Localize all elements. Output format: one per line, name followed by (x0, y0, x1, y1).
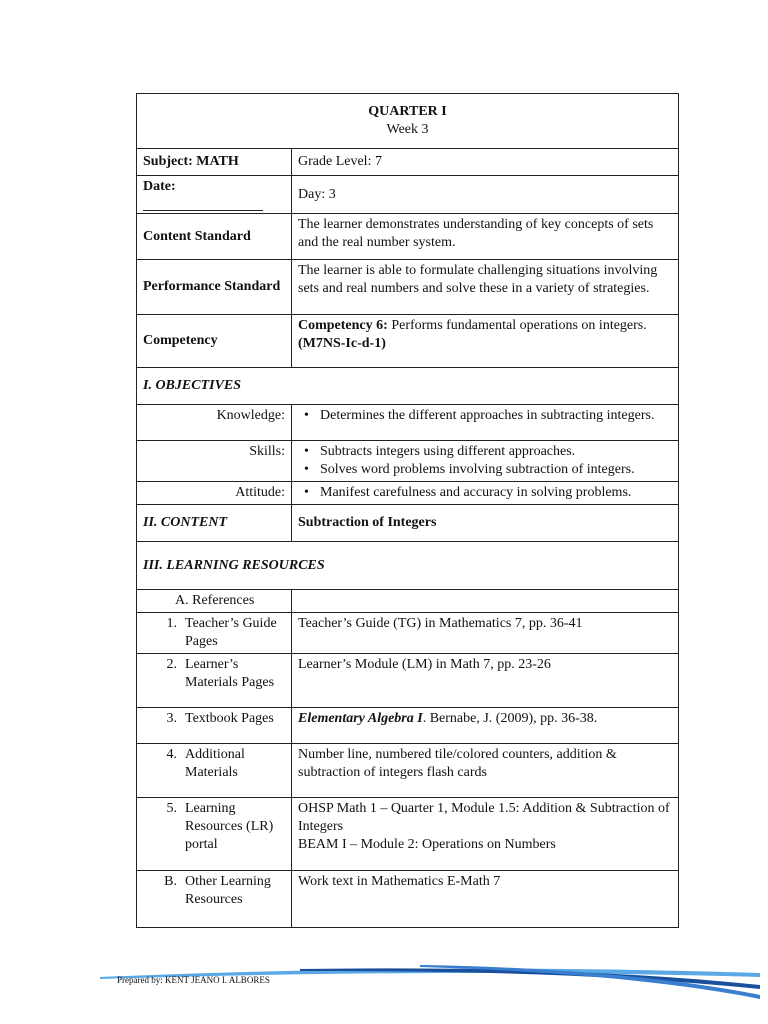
attitude-cell (292, 482, 679, 505)
ref-learners-materials-value: Learner’s Module (LM) in Math 7, pp. 23-26 (292, 654, 679, 708)
performance-standard-label: Performance Standard (137, 260, 292, 315)
bullet-icon: • (304, 485, 309, 500)
competency-prefix: Competency 6: (298, 318, 388, 333)
quarter-title: QUARTER I (368, 104, 447, 119)
date-blank-line (143, 196, 263, 211)
prepared-by: Prepared by: KENT JEANO I. ALBORES (117, 975, 270, 985)
ref-teachers-guide-label: 1. Teacher’s Guide Pages (137, 613, 292, 654)
skills-item: • Subtracts integers using different approaches. (304, 444, 576, 459)
attitude-label: Attitude: (137, 482, 292, 505)
other-resources-value: Work text in Mathematics E-Math 7 (292, 871, 679, 928)
competency-code: (M7NS-Ic-d-1) (298, 336, 386, 351)
competency-text: Performs fundamental operations on integers. (387, 318, 647, 333)
content-standard-label: Content Standard (137, 214, 292, 260)
lesson-plan-table (136, 93, 679, 928)
attitude-item: • Manifest carefulness and accuracy in solving problems. (304, 485, 632, 500)
week-label: Week 3 (386, 122, 429, 137)
quarter-header (137, 94, 679, 149)
skills-item: • Solves word problems involving subtraction of integers. (304, 462, 635, 477)
day-cell: Day: 3 (292, 176, 679, 214)
knowledge-item: • Determines the different approaches in subtracting integers. (304, 408, 655, 423)
date-cell (137, 176, 292, 214)
competency-cell (292, 315, 679, 368)
content-text: Subtraction of Integers (292, 505, 679, 542)
knowledge-label: Knowledge: (137, 405, 292, 441)
knowledge-cell (292, 405, 679, 441)
ref-textbook-value: Elementary Algebra I. Bernabe, J. (2009), pp. 36-38. (292, 708, 679, 744)
skills-cell (292, 441, 679, 482)
performance-standard-text: The learner is able to formulate challenging situations involving sets and real numbers and solve these in a variety of strategies. (292, 260, 679, 315)
bullet-icon: • (304, 408, 309, 423)
date-label: Date: (143, 179, 176, 194)
ref-textbook-label: 3. Textbook Pages (137, 708, 292, 744)
ref-lr-portal-label: 5. Learning Resources (LR) portal (137, 798, 292, 871)
content-heading: II. CONTENT (137, 505, 292, 542)
other-resources-label: B. Other Learning Resources (137, 871, 292, 928)
competency-label: Competency (137, 315, 292, 368)
ref-lr-portal-value: OHSP Math 1 – Quarter 1, Module 1.5: Addition & Subtraction of Integers BEAM I – Module 2: Operations on Numbers (292, 798, 679, 871)
references-label: A. References (137, 590, 292, 613)
objectives-heading: I. OBJECTIVES (137, 368, 679, 405)
content-standard-text: The learner demonstrates understanding of key concepts of sets and the real number system. (292, 214, 679, 260)
ref-additional-materials-label: 4. Additional Materials (137, 744, 292, 798)
subject-cell: Subject: MATH (137, 149, 292, 176)
footer-swoosh-graphic (0, 955, 768, 1015)
references-empty (292, 590, 679, 613)
grade-level-cell: Grade Level: 7 (292, 149, 679, 176)
ref-additional-materials-value: Number line, numbered tile/colored counters, addition & subtraction of integers flash cards (292, 744, 679, 798)
bullet-icon: • (304, 462, 309, 477)
bullet-icon: • (304, 444, 309, 459)
ref-teachers-guide-value: Teacher’s Guide (TG) in Mathematics 7, pp. 36-41 (292, 613, 679, 654)
learning-resources-heading: III. LEARNING RESOURCES (137, 542, 679, 590)
skills-label: Skills: (137, 441, 292, 482)
ref-learners-materials-label: 2. Learner’s Materials Pages (137, 654, 292, 708)
